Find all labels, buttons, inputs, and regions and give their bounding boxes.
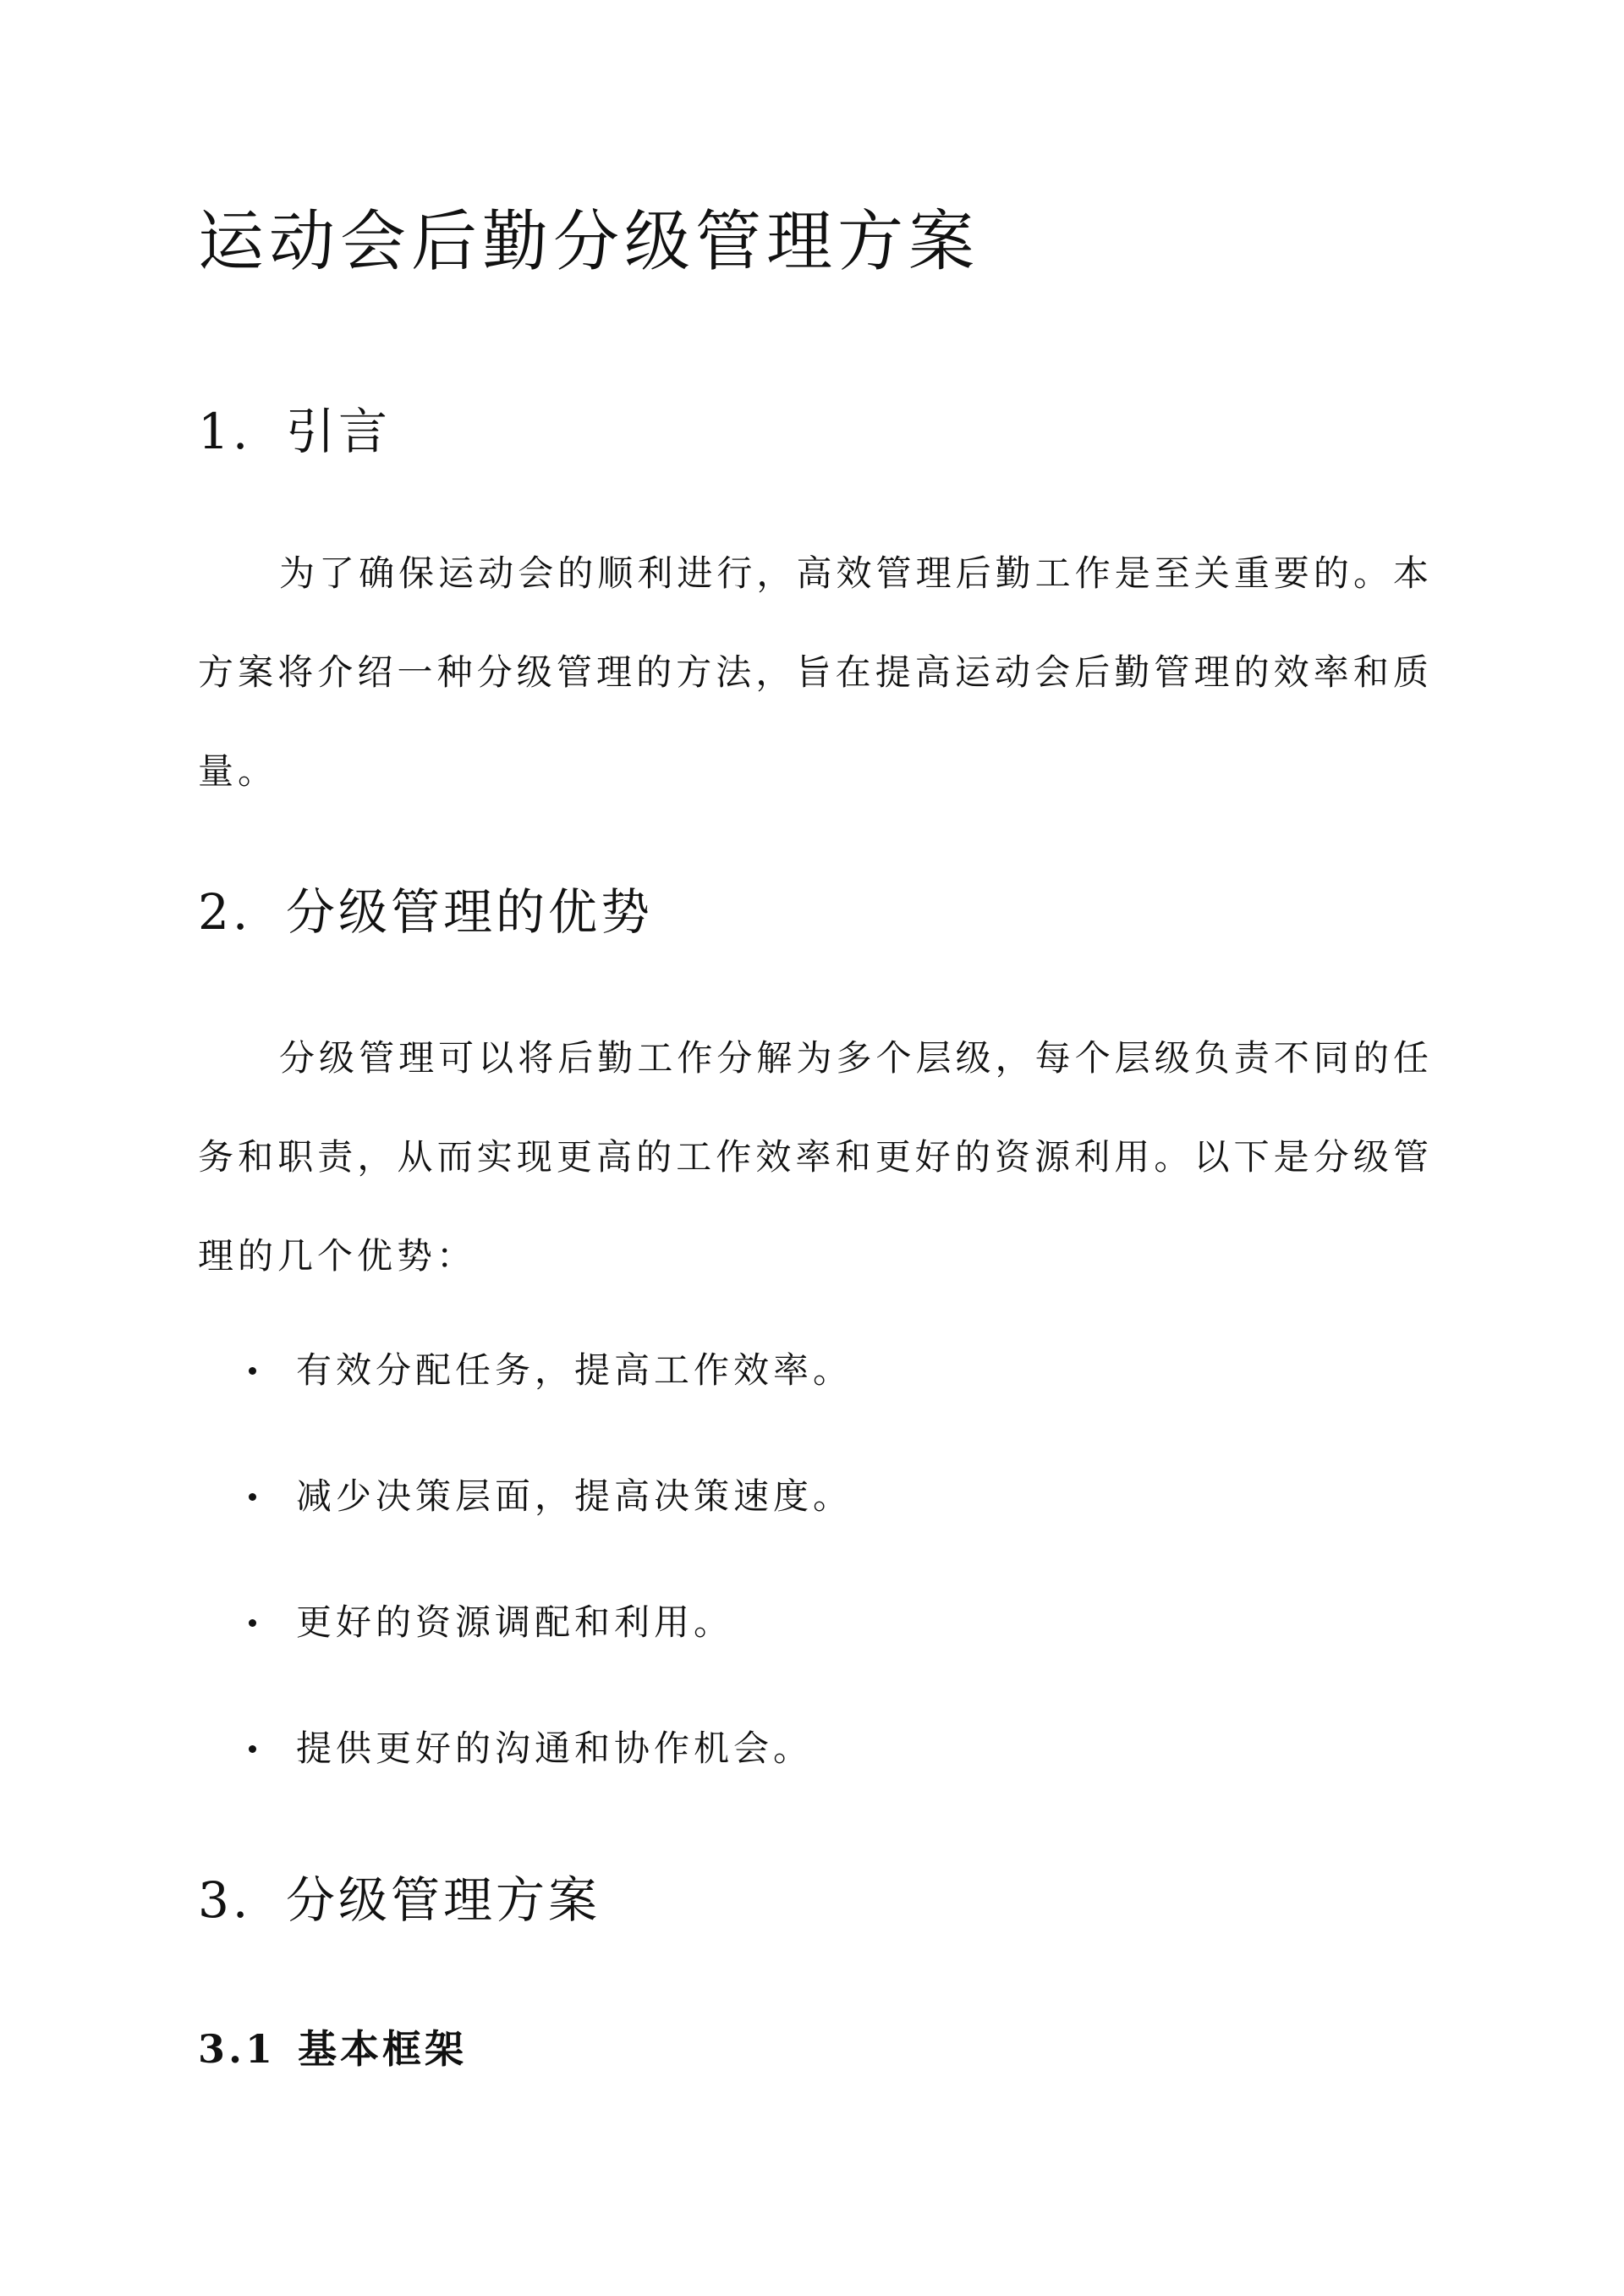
intro-paragraph: 为了确保运动会的顺利进行，高效管理后勤工作是至关重要的。本方案将介绍一种分级管理的方法，旨在提高运动会后勤管理的效率和质量。 (198, 552, 1433, 792)
section-title: 分级管理方案 (286, 1871, 601, 1929)
list-item-text: 减少决策层面，提高决策速度。 (296, 1475, 853, 1517)
section-heading-advantages (198, 878, 653, 946)
list-item-text: 更好的资源调配和利用。 (296, 1601, 734, 1643)
list-item (198, 1597, 853, 1723)
bullet-icon (249, 1367, 256, 1375)
subsection-number: 3.1 (198, 2026, 277, 2072)
list-item (198, 1723, 853, 1849)
section-number: 3. (198, 1871, 252, 1929)
section-title: 分级管理的优势 (286, 883, 654, 941)
document-title: 运动会后勤分级管理方案 (198, 204, 980, 280)
section-heading-intro (198, 398, 391, 465)
bullet-icon (249, 1745, 256, 1753)
section-number: 1. (198, 403, 252, 460)
advantages-list (198, 1345, 853, 1849)
subsection-heading-framework (198, 2024, 467, 2074)
list-item (198, 1345, 853, 1471)
section-number: 2. (198, 883, 252, 941)
list-item (198, 1471, 853, 1597)
list-item-text: 提供更好的沟通和协作机会。 (296, 1727, 814, 1769)
subsection-title: 基本框架 (298, 2026, 467, 2072)
list-item-text: 有效分配任务，提高工作效率。 (296, 1349, 853, 1391)
bullet-icon (249, 1619, 256, 1627)
bullet-icon (249, 1493, 256, 1501)
advantages-paragraph: 分级管理可以将后勤工作分解为多个层级，每个层级负责不同的任务和职责，从而实现更高的工作效率和更好的资源利用。以下是分级管理的几个优势： (198, 1037, 1433, 1277)
section-title: 引言 (286, 403, 392, 460)
section-heading-plan (198, 1866, 601, 1934)
